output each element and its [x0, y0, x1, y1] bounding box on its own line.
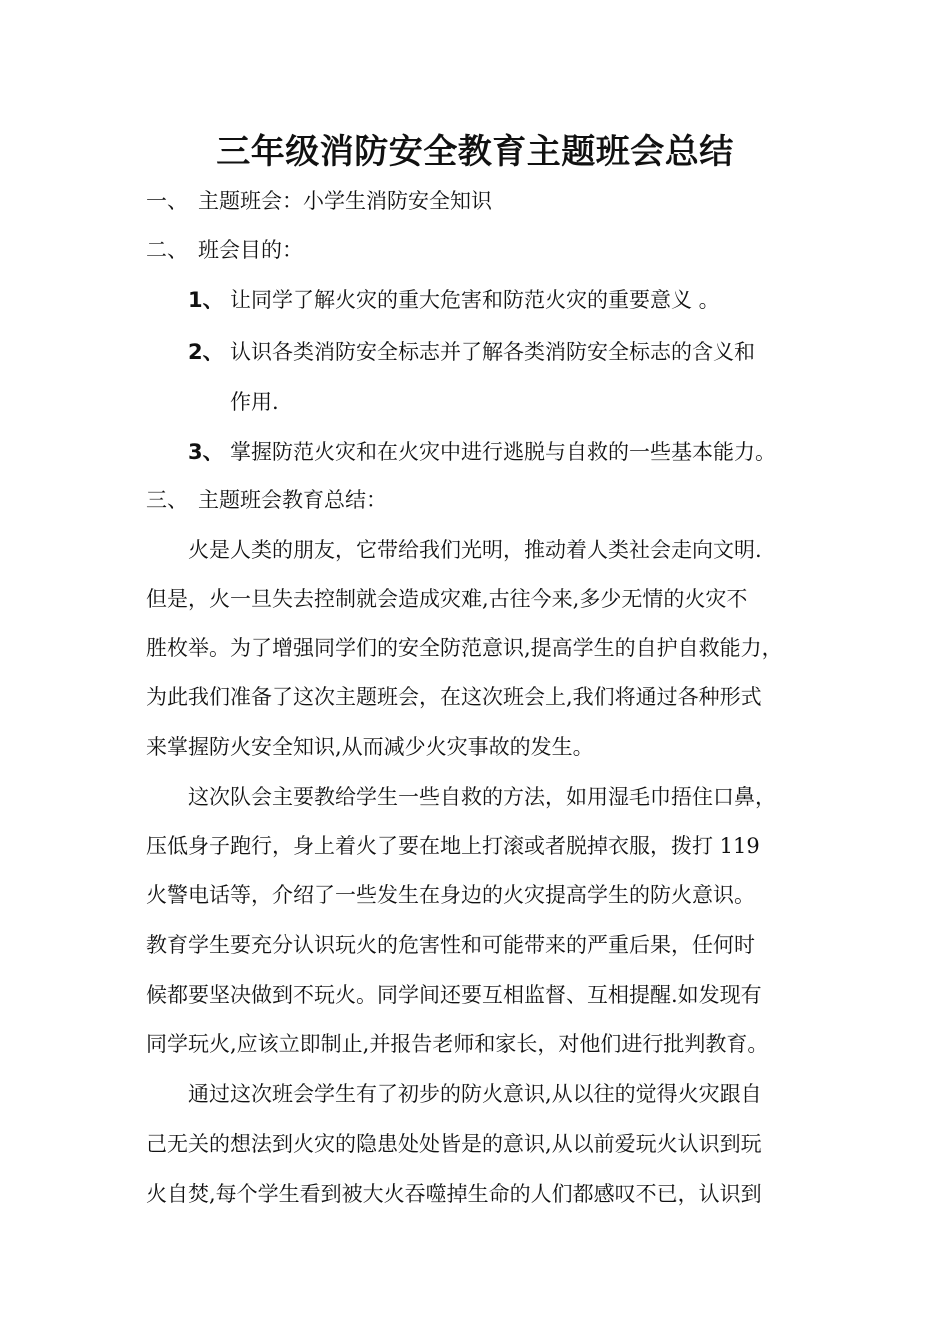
paragraph-1-line: 火是人类的朋友，它带给我们光明，推动着人类社会走向文明.: [188, 538, 762, 562]
paragraph-2-line: 压低身子跑行，身上着火了要在地上打滚或者脱掉衣服，拨打 119: [146, 834, 760, 858]
goal-item-3: [188, 437, 776, 467]
paragraph-1-line: 胜枚举。为了增强同学们的安全防范意识,提高学生的自护自救能力，: [146, 636, 783, 660]
section-text: 班会目的：: [198, 238, 303, 262]
goal-item-2: [188, 337, 755, 367]
paragraph-3-line: 己无关的想法到火灾的隐患处处皆是的意识,从以前爱玩火认识到玩: [146, 1132, 762, 1156]
goal-number: 3、: [188, 440, 224, 464]
section-heading-2: [146, 235, 303, 265]
section-heading-1: [146, 186, 492, 216]
goal-number: 2、: [188, 340, 224, 364]
paragraph-2-line: 候都要坚决做到不玩火。同学间还要互相监督、互相提醒.如发现有: [146, 983, 762, 1007]
section-text: 主题班会：小学生消防安全知识: [198, 189, 492, 213]
paragraph-2-line: 教育学生要充分认识玩火的危害性和可能带来的严重后果，任何时: [146, 933, 755, 957]
paragraph-2-line: 火警电话等，介绍了一些发生在身边的火灾提高学生的防火意识。: [146, 883, 755, 907]
goal-number: 1、: [188, 288, 224, 312]
paragraph-1-line: 来掌握防火安全知识,从而减少火灾事故的发生。: [146, 735, 594, 759]
paragraph-1-line: 但是，火一旦失去控制就会造成灾难,古往今来,多少无情的火灾不: [146, 587, 748, 611]
section-marker: 一、: [146, 189, 188, 213]
section-marker: 三、: [146, 488, 188, 512]
goal-text: 让同学了解火灾的重大危害和防范火灾的重要意义 。: [230, 288, 720, 312]
section-text: 主题班会教育总结：: [198, 488, 387, 512]
goal-text: 掌握防范火灾和在火灾中进行逃脱与自救的一些基本能力。: [230, 440, 776, 464]
paragraph-3-line: 通过这次班会学生有了初步的防火意识,从以往的觉得火灾跟自: [188, 1082, 762, 1106]
goal-item-1: [188, 285, 720, 315]
goal-text: 认识各类消防安全标志并了解各类消防安全标志的含义和: [230, 340, 755, 364]
paragraph-3-line: 火自焚,每个学生看到被大火吞噬掉生命的人们都感叹不已，认识到: [146, 1182, 762, 1206]
paragraph-2-line: 这次队会主要教给学生一些自救的方法，如用湿毛巾捂住口鼻，: [188, 785, 776, 809]
section-heading-3: [146, 485, 387, 515]
document-title: 三年级消防安全教育主题班会总结: [216, 132, 734, 172]
paragraph-2-line: 同学玩火,应该立即制止,并报告老师和家长，对他们进行批判教育。: [146, 1032, 769, 1056]
section-marker: 二、: [146, 238, 188, 262]
paragraph-1-line: 为此我们准备了这次主题班会，在这次班会上,我们将通过各种形式: [146, 685, 762, 709]
goal-item-2-continuation: 作用.: [230, 390, 279, 414]
